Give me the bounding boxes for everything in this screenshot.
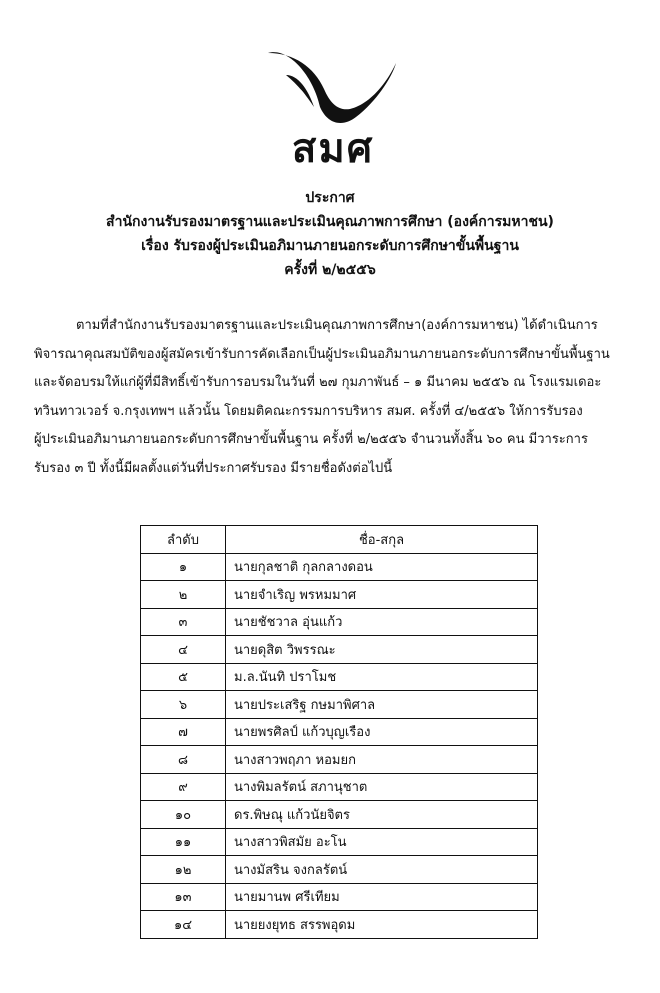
logo-text: สมศ <box>291 126 375 172</box>
table-row <box>141 581 538 609</box>
row-name: นายจำเริญ พรหมมาศ <box>226 581 538 609</box>
row-name: นายยงยุทธ สรรพอุดม <box>226 911 538 939</box>
heading-title: ประกาศ <box>305 190 355 206</box>
row-name: นางพิมลรัตน์ สภานุชาต <box>226 773 538 801</box>
table-row <box>141 856 538 884</box>
body-line: ทวินทาวเวอร์ จ.กรุงเทพฯ แล้วนั้น โดยมติคณะกรรมการบริหาร สมศ. ครั้งที่ ๔/๒๕๕๖ ให้การรับรอง <box>34 403 583 419</box>
row-order: ๙ <box>141 773 226 801</box>
row-name: ดร.พิษณุ แก้วนัยจิตร <box>226 801 538 829</box>
table-row <box>141 718 538 746</box>
row-name: นายดุสิต วิพรรณะ <box>226 636 538 664</box>
body-line: ผู้ประเมินอภิมานภายนอกระดับการศึกษาขั้นพื้นฐาน ครั้งที่ ๒/๒๕๕๖ จำนวนทั้งสิ้น ๖๐ คน มีวาระการ <box>34 432 588 447</box>
header-name: ชื่อ-สกุล <box>226 526 538 554</box>
row-name: นางมัสริน จงกลรัตน์ <box>226 856 538 884</box>
row-order: ๒ <box>141 581 226 609</box>
table-row <box>141 883 538 911</box>
table-row <box>141 801 538 829</box>
body-line: ตามที่สำนักงานรับรองมาตรฐานและประเมินคุณภาพการศึกษา(องค์การมหาชน) ได้ดำเนินการ <box>76 318 598 333</box>
table-header-row <box>141 526 538 554</box>
row-name: ม.ล.นันทิ ปราโมช <box>226 663 538 691</box>
announcement-body <box>34 312 624 483</box>
heading-subject: เรื่อง รับรองผู้ประเมินอภิมานภายนอกระดับการศึกษาขั้นพื้นฐาน <box>141 238 519 254</box>
assessor-table <box>140 525 538 939</box>
onesqa-logo <box>258 45 408 172</box>
table-row <box>141 828 538 856</box>
heading-organization: สำนักงานรับรองมาตรฐานและประเมินคุณภาพการศึกษา (องค์การมหาชน) <box>106 214 554 230</box>
row-order: ๘ <box>141 746 226 774</box>
header-order: ลำดับ <box>141 526 226 554</box>
row-order: ๑๐ <box>141 801 226 829</box>
row-name: นายมานพ ศรีเทียม <box>226 883 538 911</box>
row-name: นางสาวพิสมัย อะโน <box>226 828 538 856</box>
row-order: ๑๒ <box>141 856 226 884</box>
row-order: ๕ <box>141 663 226 691</box>
heading-issue-number: ครั้งที่ ๒/๒๕๕๖ <box>284 262 376 278</box>
row-name: นายชัชวาล อุ่นแก้ว <box>226 608 538 636</box>
table-row <box>141 773 538 801</box>
row-order: ๑ <box>141 553 226 581</box>
table-row <box>141 911 538 939</box>
announcement-heading <box>0 186 660 282</box>
body-line: รับรอง ๓ ปี ทั้งนี้มีผลตั้งแต่วันที่ประกาศรับรอง มีรายชื่อดังต่อไปนี้ <box>34 460 393 476</box>
body-line: และจัดอบรมให้แก่ผู้ที่มีสิทธิ์เข้ารับการอบรมในวันที่ ๒๗ กุมภาพันธ์ – ๑ มีนาคม ๒๕๕๖ ณ โรงแรมเดอะ <box>34 375 602 390</box>
row-order: ๑๓ <box>141 883 226 911</box>
table-row <box>141 663 538 691</box>
body-line: พิจารณาคุณสมบัติของผู้สมัครเข้ารับการคัดเลือกเป็นผู้ประเมินอภิมานภายนอกระดับการศึกษาขั้นพื้นฐาน <box>34 346 610 362</box>
table-row <box>141 553 538 581</box>
row-order: ๖ <box>141 691 226 719</box>
row-order: ๑๔ <box>141 911 226 939</box>
row-order: ๔ <box>141 636 226 664</box>
row-order: ๑๑ <box>141 828 226 856</box>
row-order: ๗ <box>141 718 226 746</box>
logo-emblem-icon <box>258 45 408 135</box>
row-name: นายพรศิลป์ แก้วบุญเรือง <box>226 718 538 746</box>
table-row <box>141 636 538 664</box>
row-name: นางสาวพฤภา หอมยก <box>226 746 538 774</box>
row-name: นายประเสริฐ กษมาพิศาล <box>226 691 538 719</box>
row-order: ๓ <box>141 608 226 636</box>
table-row <box>141 691 538 719</box>
table-row <box>141 746 538 774</box>
table-row <box>141 608 538 636</box>
row-name: นายกุลชาติ กุลกลางดอน <box>226 553 538 581</box>
